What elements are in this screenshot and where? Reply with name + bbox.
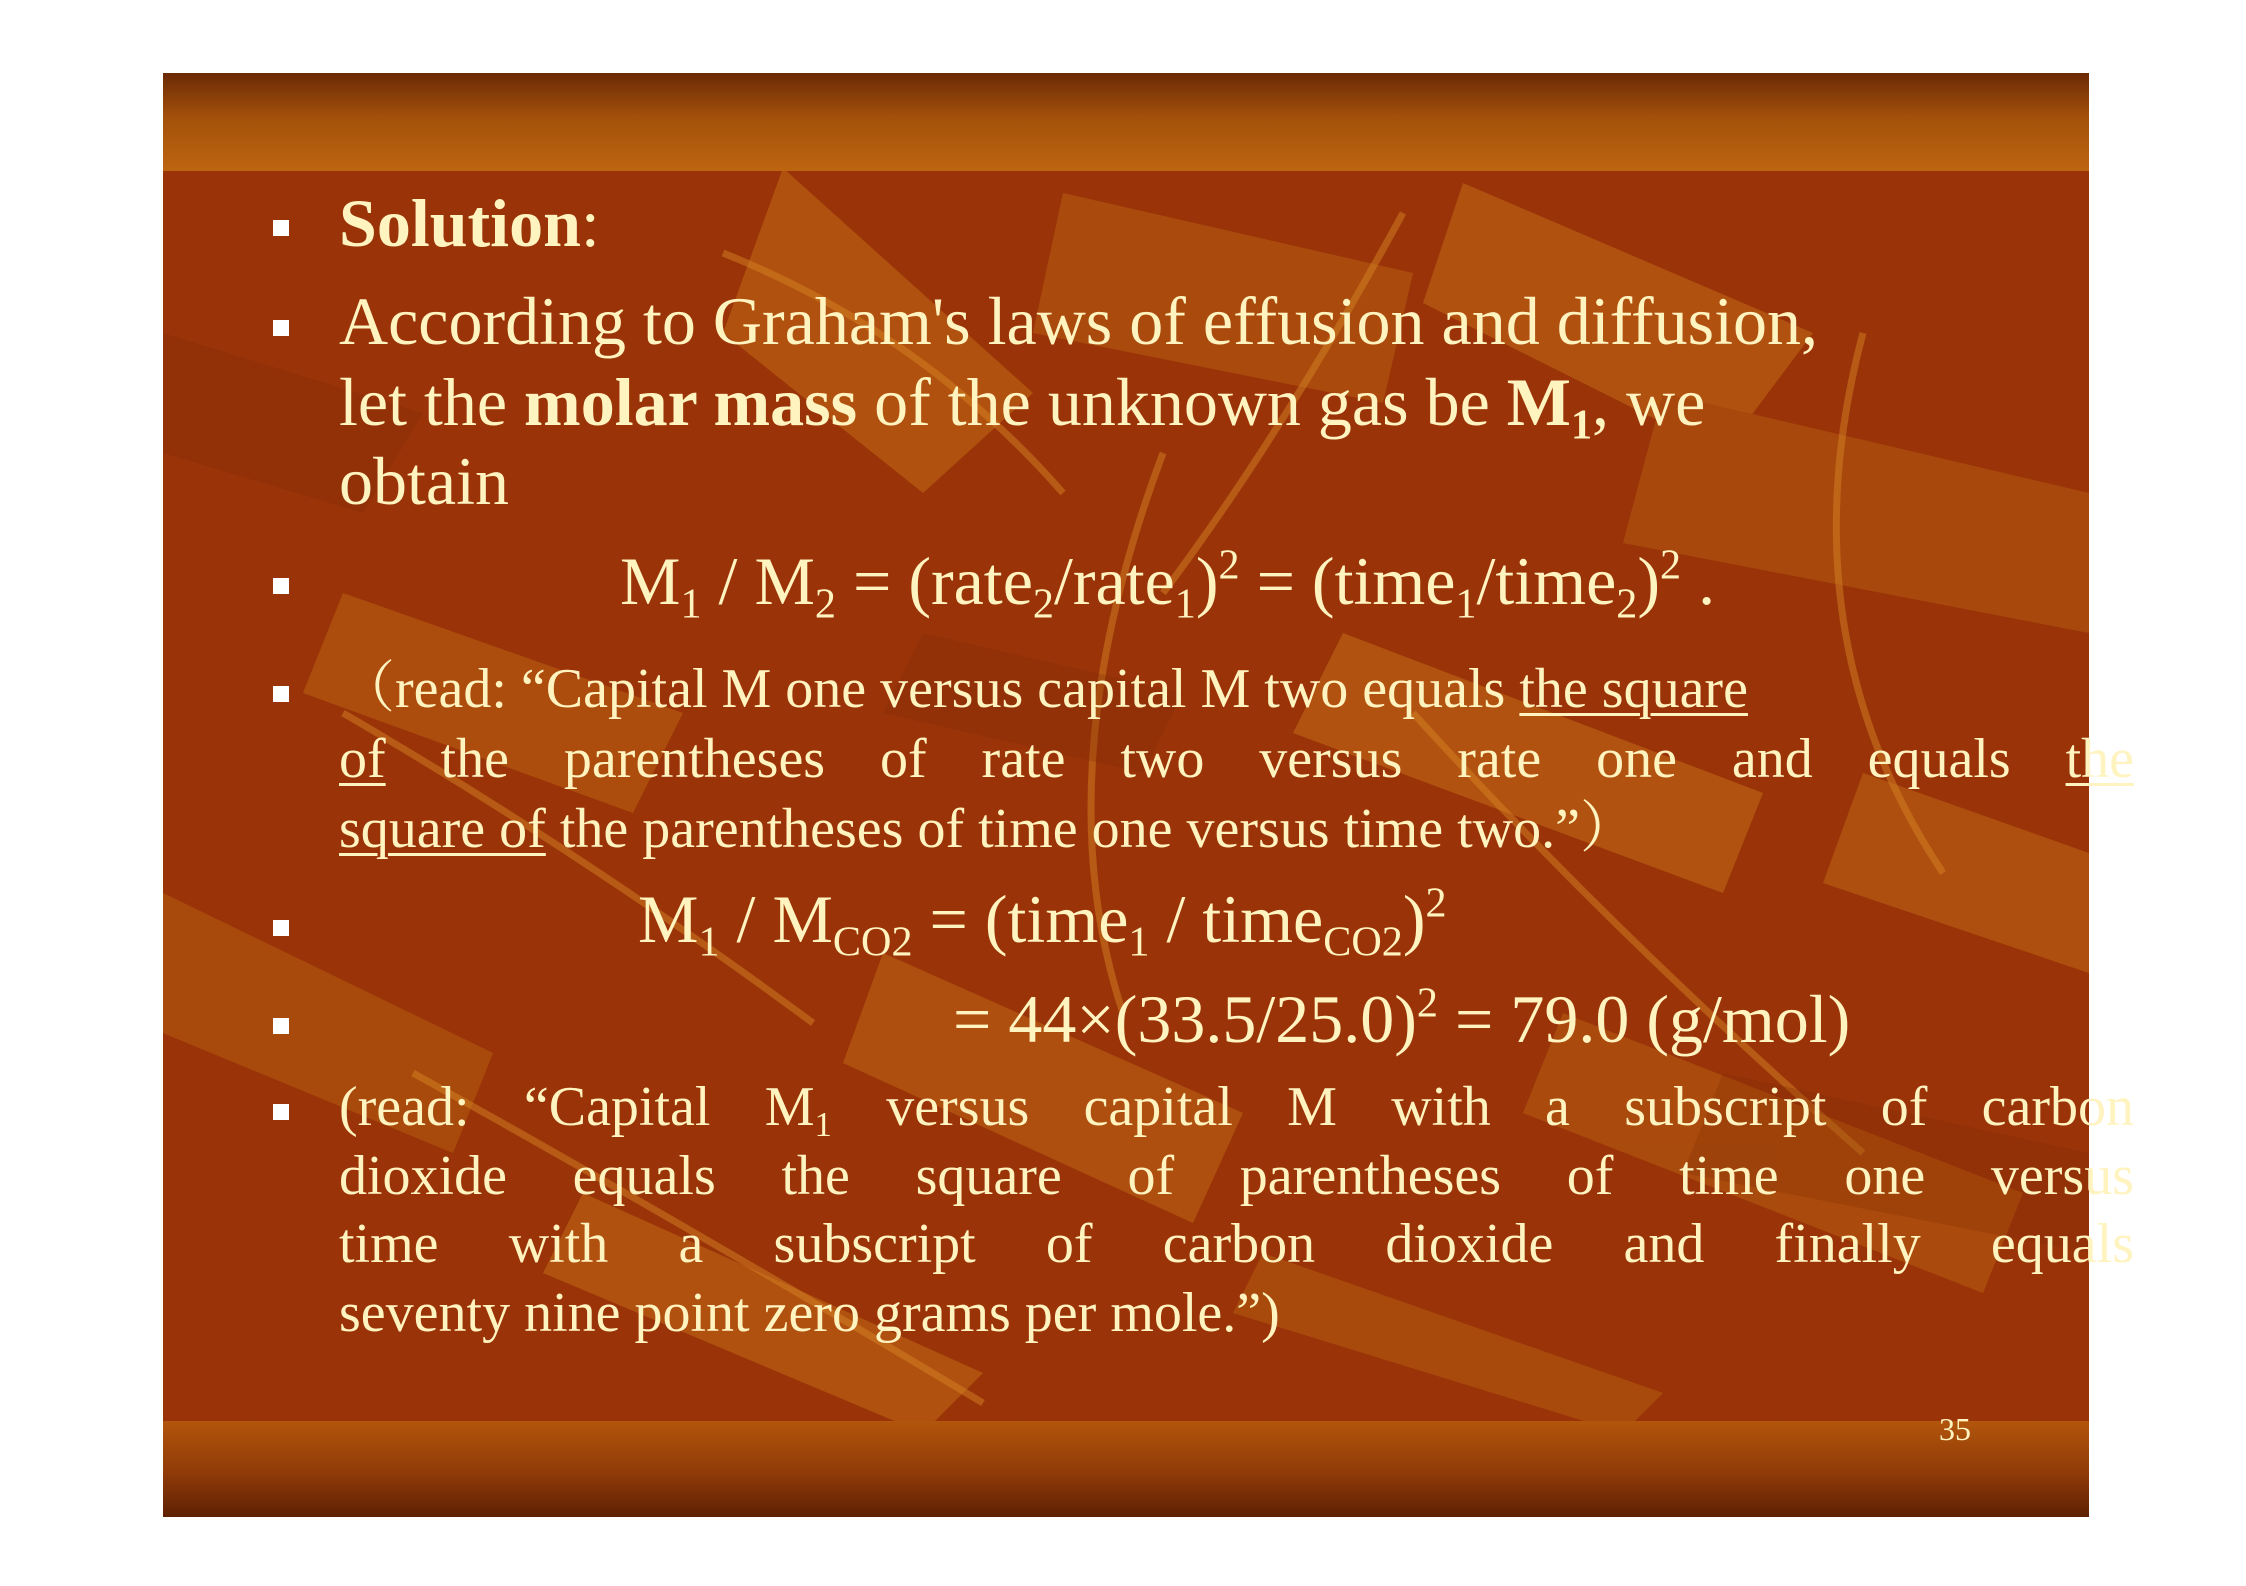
bullet-marker: [273, 1018, 289, 1034]
graham-line-2: let the molar mass of the unknown gas be $M_1$, we: [339, 364, 1706, 449]
graham-line-1: According to Graham's laws of effusion and diffusion,: [339, 283, 1818, 359]
bullet-marker: [273, 686, 289, 702]
bullet-marker: [273, 320, 289, 336]
result-equation: = $44\times(33.5/25.0)^2 = 79.0$ (g/mol): [953, 979, 1851, 1057]
molar-mass-term: molar mass: [524, 364, 858, 440]
solution-label: Solution: [339, 185, 581, 261]
bullet-marker: [273, 920, 289, 936]
bullet-marker: [273, 578, 289, 594]
read-result-line-1: (read: “Capital $M_1$ versus capital M with a subscript of carbon: [339, 1076, 2134, 1145]
solution-heading: [339, 185, 600, 261]
solution-colon: :: [580, 185, 600, 261]
bullet-marker: [273, 1104, 289, 1120]
read-result-line-3: time with a subscript of carbon dioxide and finally equals: [339, 1213, 2134, 1275]
slide: [163, 73, 2134, 1517]
graham-equation: $M_1 / M_2$ = (rate$_2$/rate$_1$)$^2$ = (time$_1$/time$_2$)$^2$ .: [620, 541, 1716, 628]
slide-content: [163, 73, 2134, 1517]
co2-equation: $M_1 / M_{CO2}$ = (time$_1$ / time$_{CO2}$)$^2$: [638, 879, 1447, 966]
read-explanation-line-3: square of the parentheses of time one versus time two.”）: [339, 798, 1636, 860]
m1-symbol: $M_1$: [1506, 364, 1593, 449]
read-result-line-4: seventy nine point zero grams per mole.”): [339, 1282, 1280, 1344]
read-explanation-line-1: （read: “Capital M one versus capital M two equals the square: [339, 658, 1748, 720]
page-number: 35: [1939, 1411, 1971, 1447]
bullet-marker: [273, 220, 289, 236]
graham-line-3: obtain: [339, 443, 509, 519]
read-result-line-2: dioxide equals the square of parentheses of time one versus: [339, 1145, 2134, 1207]
read-explanation-line-2: of the parentheses of rate two versus rate one and equals the: [339, 728, 2134, 790]
